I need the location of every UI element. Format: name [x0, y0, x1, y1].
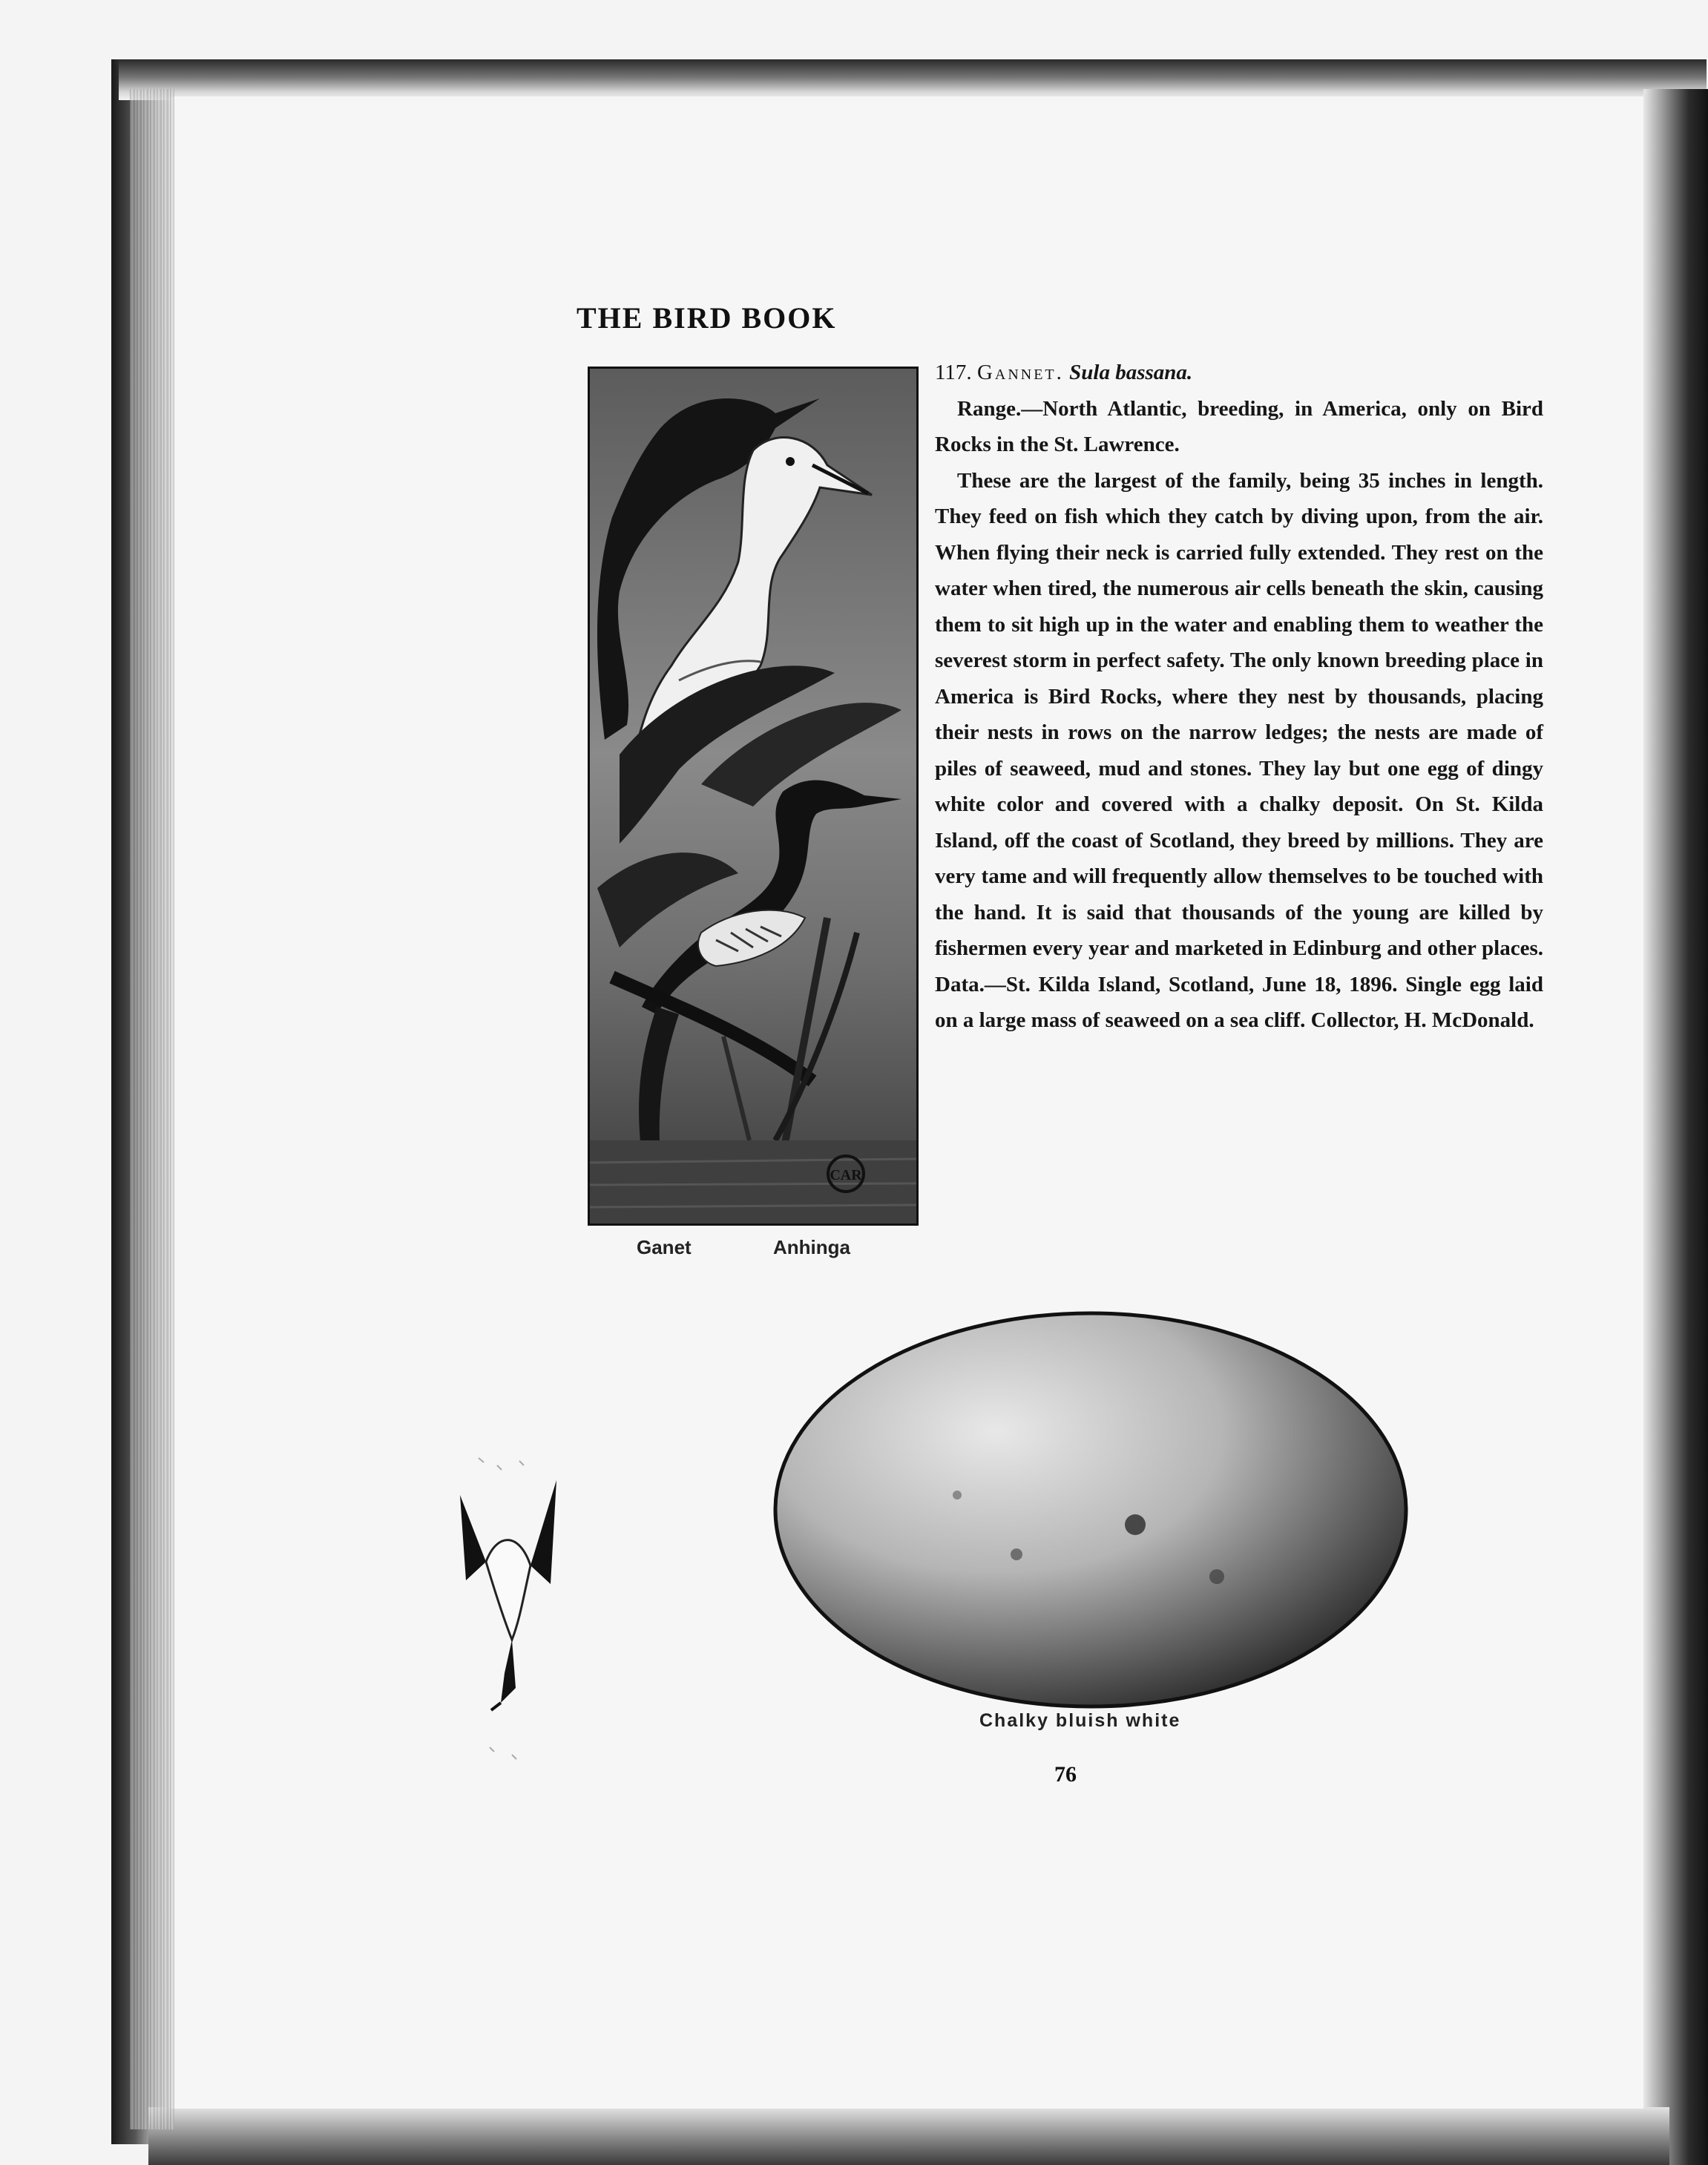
water-band — [590, 1140, 916, 1223]
right-edge-shadow — [1643, 89, 1708, 2165]
description-paragraph: These are the largest of the family, being 35 inches in length. They feed on fish which they catch by diving upon, from the air. When flying their neck is carried fully extended. They rest on the water when tired, the numerous air cells beneath the skin, causing them to sit high up in the water and enabling them to weather the severest storm in perfect safety. The only known breeding place in America is Bird Rocks, where they nest by thousands, placing their nests in rows on the narrow ledges; the nests are made of piles of seaweed, mud and stones. They lay but one egg of dingy white color and covered with a chalky deposit. On St. Kilda Island, off the coast of Scotland, they breed by millions. They are very tame and will frequently allow themselves to be touched with the hand. It is said that thousands of the young are killed by fishermen every year and marketed in Edinburg and other places. Data.—St. Kilda Island, Scotland, June 18, 1896. Single egg laid on a large mass of seaweed on a sea cliff. Collector, H. McDonald. — [935, 468, 1543, 1032]
egg-caption: Chalky bluish white — [979, 1710, 1181, 1731]
entry-heading — [935, 355, 1543, 391]
page-number: 76 — [1054, 1762, 1077, 1787]
entry-text-column — [935, 355, 1543, 1039]
illustration-plate — [588, 367, 919, 1226]
flight-silhouette-drawing — [445, 1451, 579, 1777]
stacked-page-edges — [130, 89, 174, 2129]
top-edge-shadow — [119, 59, 1707, 100]
caption-ganet: Ganet — [637, 1236, 692, 1258]
common-name: Gannet. — [976, 361, 1064, 384]
entry-number: 117. — [935, 361, 972, 384]
latin-name: Sula bassana. — [1069, 361, 1193, 384]
running-head: THE BIRD BOOK — [577, 301, 837, 335]
caption-anhinga: Anhinga — [773, 1236, 850, 1258]
bottom-edge-shadow — [148, 2107, 1669, 2165]
egg-photo — [772, 1310, 1410, 1710]
egg-drawing — [772, 1310, 1410, 1710]
range-paragraph: Range.—North Atlantic, breeding, in America, only on Bird Rocks in the St. Lawrence. — [935, 396, 1543, 456]
gannet-flight-silhouette — [445, 1451, 579, 1777]
monogram-text: CAR — [830, 1167, 862, 1183]
gannet-anhinga-illustration — [590, 369, 916, 1223]
